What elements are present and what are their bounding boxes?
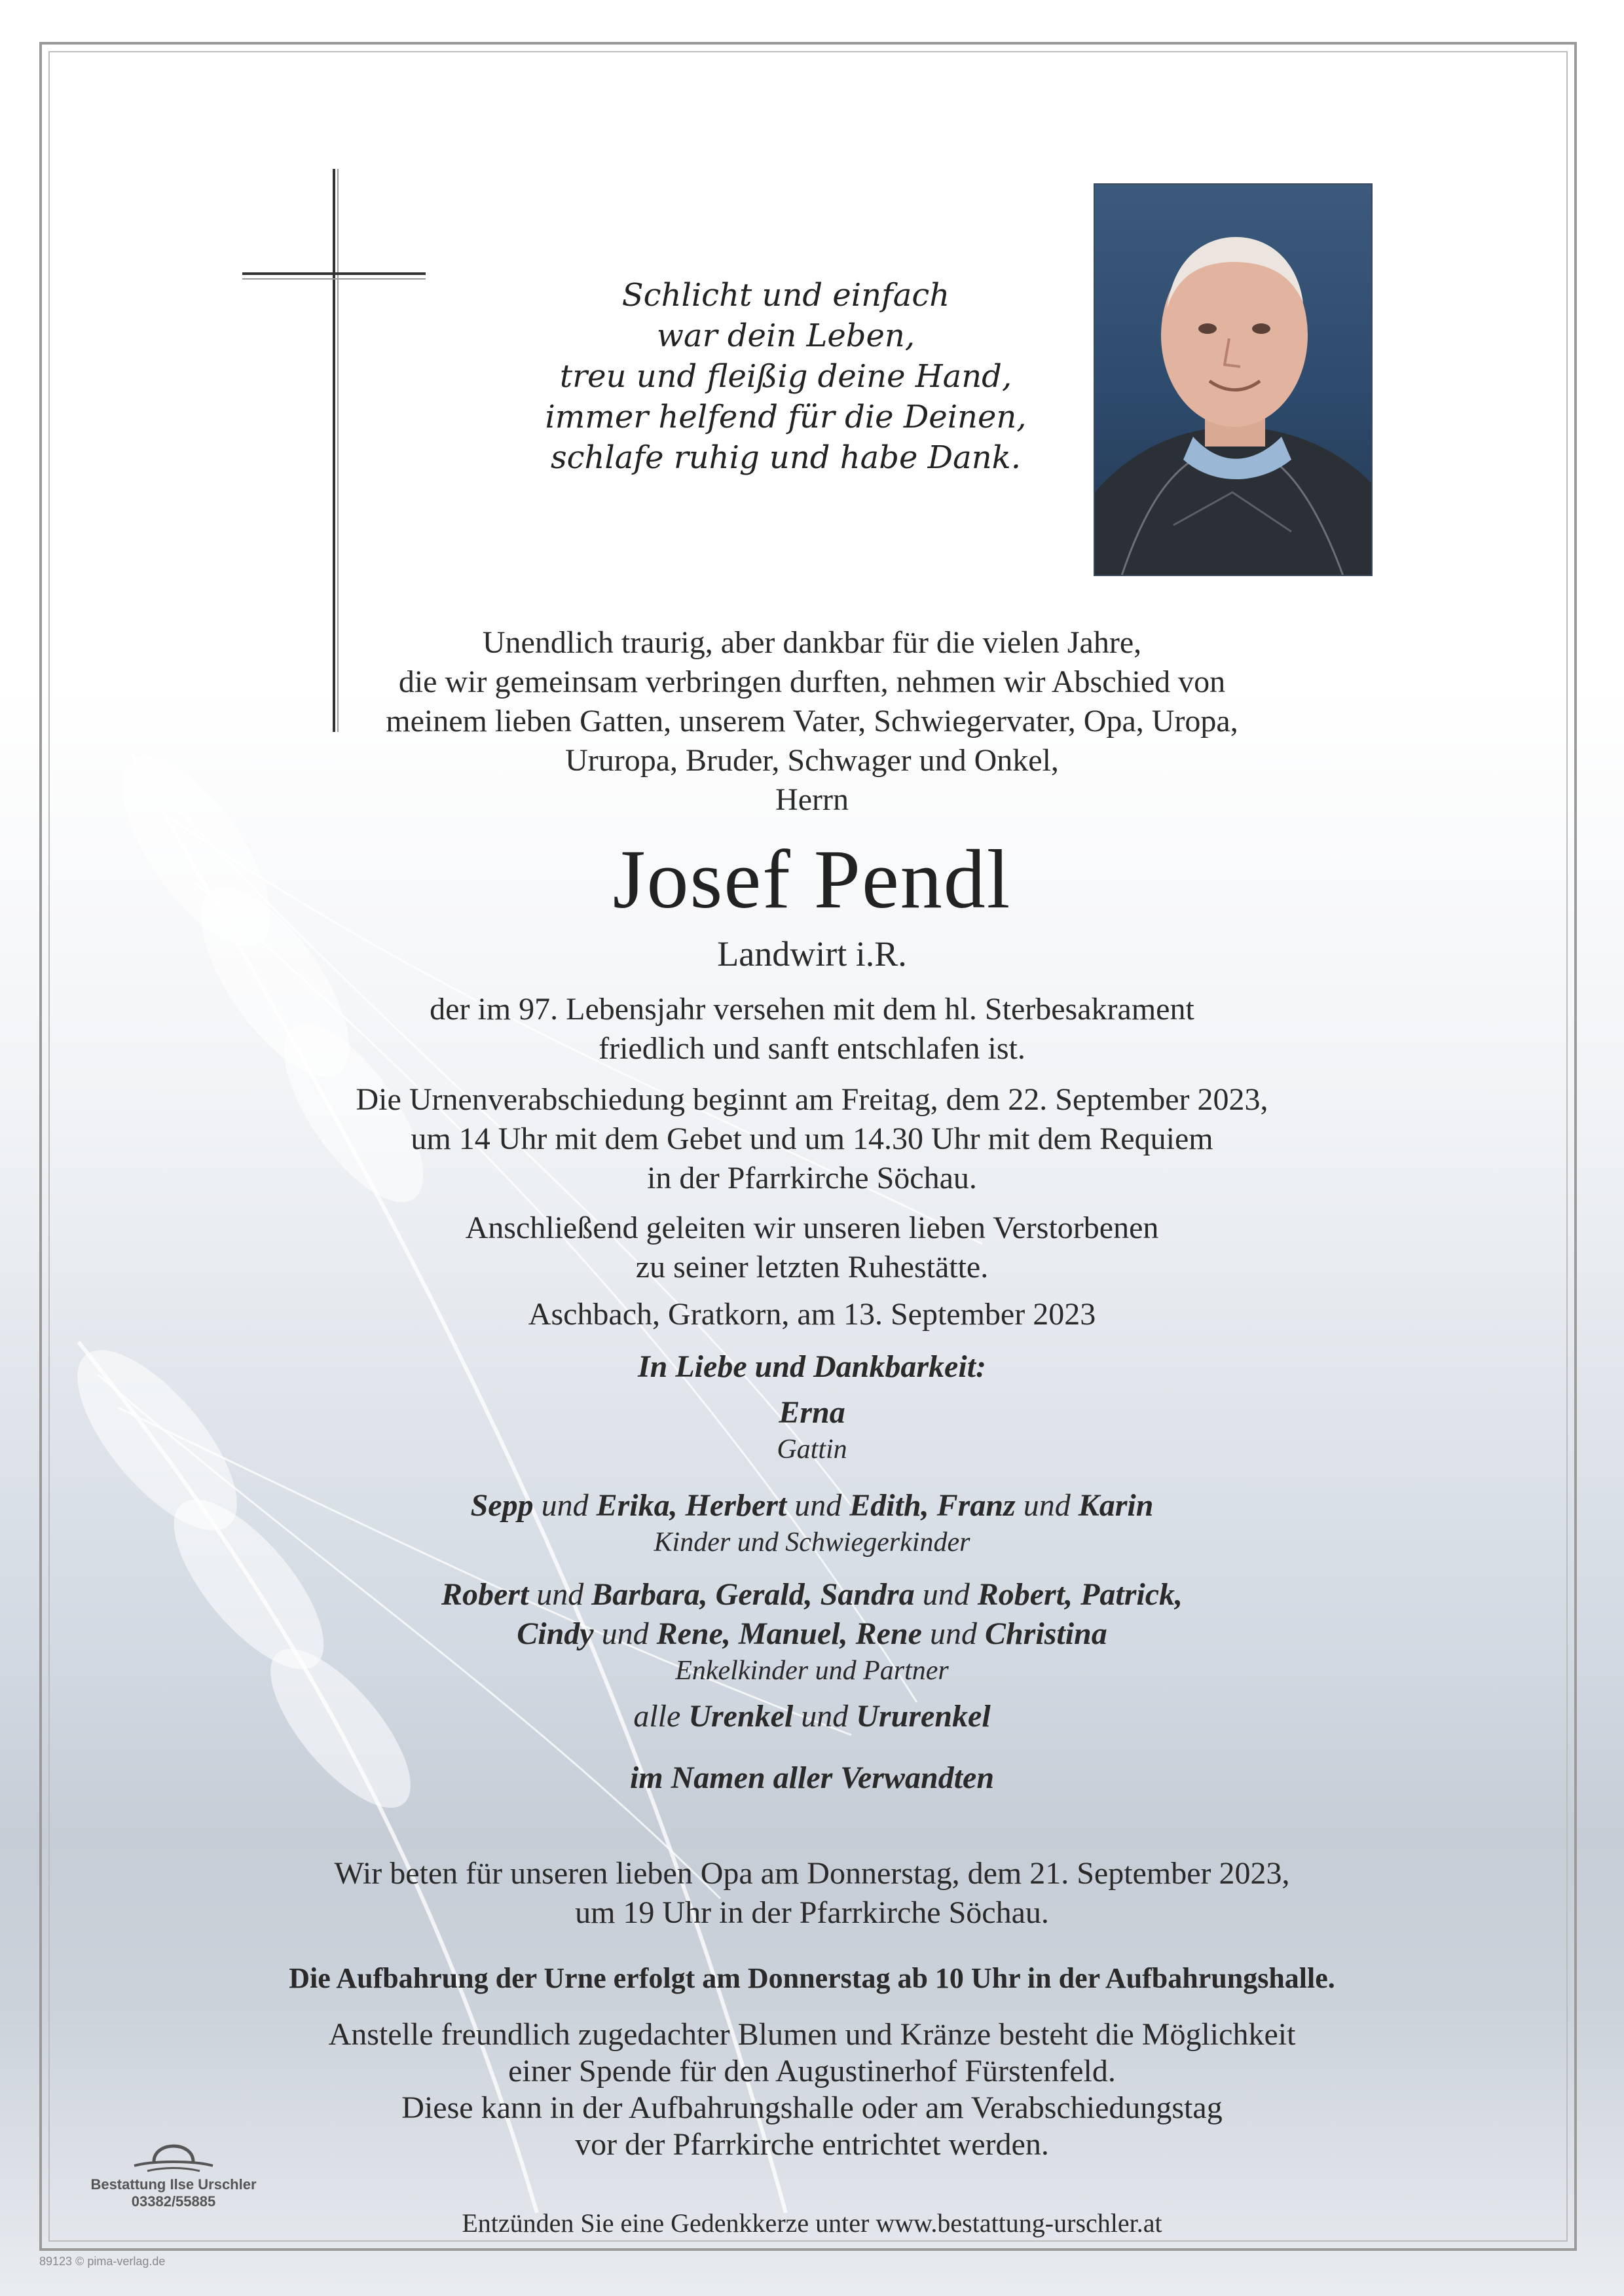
ceremony-line: in der Pfarrkirche Söchau. xyxy=(647,1161,977,1195)
separator: , xyxy=(669,1488,678,1523)
child-name: Sepp xyxy=(470,1488,534,1523)
donation-line: einer Spende für den Augustinerhof Fürstenfeld. xyxy=(508,2054,1116,2088)
relatives-entry xyxy=(196,1758,1428,1798)
undertaker-logo-icon xyxy=(128,2134,219,2174)
death-notice-line: der im 97. Lebensjahr versehen mit dem hl. Sterbesakrament xyxy=(430,992,1194,1027)
child-name: Herbert xyxy=(685,1488,787,1523)
deceased-name: Josef Pendl xyxy=(612,833,1012,926)
separator: , xyxy=(921,1488,929,1523)
deceased-title: Landwirt i.R. xyxy=(717,934,907,974)
mourners-section xyxy=(196,1347,1428,1387)
conjunction: und xyxy=(801,1699,849,1734)
grandchild-name: Robert xyxy=(441,1577,529,1612)
burial-line: Anschließend geleiten wir unseren lieben Verstorbenen xyxy=(465,1211,1159,1245)
burial-line: zu seiner letzten Ruhestätte. xyxy=(635,1250,989,1285)
ceremony-line: Die Urnenverabschiedung beginnt am Freitag, dem 22. September 2023, xyxy=(356,1082,1268,1117)
great-grandchildren: Urenkel xyxy=(688,1699,794,1734)
portrait-image xyxy=(1095,185,1373,576)
great-grandchildren-entry xyxy=(196,1697,1428,1736)
poem-line: schlafe ruhig und habe Dank. xyxy=(550,439,1022,476)
death-notice-line: friedlich und sanft entschlafen ist. xyxy=(599,1031,1025,1066)
intro-line: meinem lieben Gatten, unserem Vater, Schwiegervater, Opa, Uropa, xyxy=(386,704,1238,738)
separator: , xyxy=(840,1616,848,1651)
conjunction: und xyxy=(794,1488,842,1523)
place-date-text: Aschbach, Gratkorn, am 13. September 2023 xyxy=(528,1297,1096,1332)
poem-line: treu und fleißig deine Hand, xyxy=(559,358,1012,395)
grandchild-name: Rene xyxy=(656,1616,723,1651)
conjunction: und xyxy=(601,1616,649,1651)
grandchildren-names-line-2 xyxy=(196,1614,1428,1654)
grandchildren-entry xyxy=(196,1575,1428,1688)
poem-line: Schlicht und einfach xyxy=(621,277,950,314)
undertaker-phone: 03382/55885 xyxy=(131,2193,216,2210)
intro-line: Ururopa, Bruder, Schwager und Onkel, xyxy=(565,743,1059,778)
grandchild-name: Sandra xyxy=(820,1577,915,1612)
children-role: Kinder und Schwiegerkinder xyxy=(654,1527,970,1558)
urn-notice xyxy=(196,1959,1428,1998)
prayer-info xyxy=(196,1854,1428,1933)
poem xyxy=(471,275,1100,478)
intro-line: die wir gemeinsam verbringen durften, nehmen wir Abschied von xyxy=(398,665,1226,699)
poem-line: immer helfend für die Deinen, xyxy=(545,399,1027,435)
child-name: Karin xyxy=(1078,1488,1154,1523)
prayer-line: um 19 Uhr in der Pfarrkirche Söchau. xyxy=(575,1895,1049,1930)
intro-text xyxy=(196,623,1428,820)
conjunction: und xyxy=(929,1616,977,1651)
children-entry xyxy=(196,1486,1428,1559)
donation-line: Anstelle freundlich zugedachter Blumen und Kränze besteht die Möglichkeit xyxy=(328,2017,1296,2052)
great-great-grandchildren: Ururenkel xyxy=(856,1699,991,1734)
undertaker-name: Bestattung Ilse Urschler xyxy=(90,2176,257,2193)
grandchildren-role: Enkelkinder und Partner xyxy=(675,1656,949,1686)
donation-info xyxy=(196,2016,1428,2163)
child-name: Edith xyxy=(849,1488,921,1523)
child-name: Franz xyxy=(936,1488,1016,1523)
conjunction: und xyxy=(541,1488,589,1523)
spouse-role: Gattin xyxy=(777,1434,847,1465)
child-name: Erika xyxy=(596,1488,670,1523)
conjunction: und xyxy=(536,1577,584,1612)
conjunction: und xyxy=(922,1577,970,1612)
grandchild-name: Barbara xyxy=(591,1577,700,1612)
separator: , xyxy=(722,1616,731,1651)
prefix-text: alle xyxy=(633,1699,681,1734)
spouse-name: Erna xyxy=(779,1395,845,1430)
donation-line: Diese kann in der Aufbahrungshalle oder am Verabschiedungstag xyxy=(401,2090,1223,2125)
conjunction: und xyxy=(1023,1488,1071,1523)
death-notice xyxy=(196,990,1428,1068)
grandchild-name: Cindy xyxy=(517,1616,594,1651)
portrait-photo xyxy=(1094,183,1373,576)
separator: , xyxy=(1065,1577,1073,1612)
relatives-text: im Namen aller Verwandten xyxy=(629,1760,995,1795)
grandchild-name: Manuel xyxy=(738,1616,840,1651)
intro-line: Herrn xyxy=(775,782,849,817)
ceremony-line: um 14 Uhr mit dem Gebet und um 14.30 Uhr mit dem Requiem xyxy=(411,1121,1213,1156)
ceremony-info xyxy=(196,1080,1428,1198)
poem-line: war dein Leben, xyxy=(656,318,915,354)
candle-notice xyxy=(327,2208,1297,2239)
mourners-heading: In Liebe und Dankbarkeit: xyxy=(637,1349,987,1384)
place-date xyxy=(196,1295,1428,1334)
urn-notice-text: Die Aufbahrung der Urne erfolgt am Donnerstag ab 10 Uhr in der Aufbahrungshalle. xyxy=(289,1962,1335,1994)
spouse-entry xyxy=(196,1393,1428,1467)
candle-notice-text[interactable]: Entzünden Sie eine Gedenkkerze unter www.bestattung-urschler.at xyxy=(462,2208,1162,2238)
burial-info xyxy=(196,1209,1428,1287)
print-reference: 89123 © pima-verlag.de xyxy=(39,2255,166,2268)
grandchild-name: Christina xyxy=(984,1616,1107,1651)
donation-line: vor der Pfarrkirche entrichtet werden. xyxy=(575,2127,1049,2162)
undertaker-logo xyxy=(65,2134,282,2210)
grandchildren-names-line-1 xyxy=(196,1575,1428,1614)
intro-line: Unendlich traurig, aber dankbar für die vielen Jahre, xyxy=(482,625,1142,660)
grandchild-name: Rene xyxy=(855,1616,922,1651)
children-names xyxy=(196,1486,1428,1525)
separator: , xyxy=(1175,1577,1183,1612)
separator: , xyxy=(699,1577,708,1612)
prayer-line: Wir beten für unseren lieben Opa am Donnerstag, dem 21. September 2023, xyxy=(334,1856,1290,1891)
grandchild-name: Patrick xyxy=(1080,1577,1175,1612)
grandchild-name: Gerald xyxy=(715,1577,805,1612)
separator: , xyxy=(804,1577,813,1612)
grandchild-name: Robert xyxy=(977,1577,1065,1612)
